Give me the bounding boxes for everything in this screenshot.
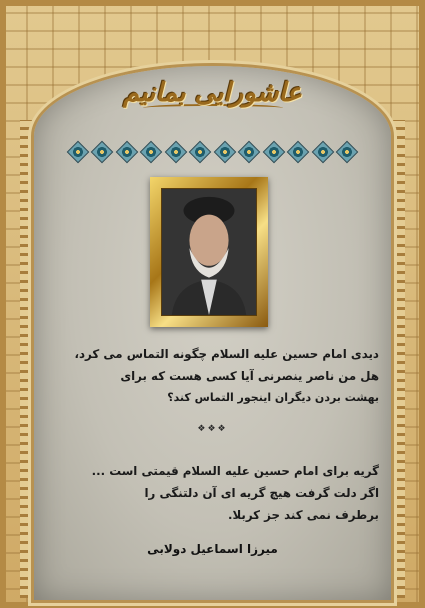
tile-ornament-icon [287,141,310,164]
title-area [0,78,425,112]
tile-ornament-icon [336,141,359,164]
portrait-figure-icon [162,189,256,315]
right-ornamental-column [391,120,405,598]
tile-ornament-icon [189,141,212,164]
quote-1-line-2: هل من ناصر ینصرنی آیا کسی هست که برای [120,369,379,383]
poster-title: عاشورایی بمانیم [123,78,302,108]
tile-ornament-icon [262,141,285,164]
tile-ornament-icon [238,141,261,164]
tile-ornament-icon [67,141,90,164]
quote-2-line-1: گریه برای امام حسین علیه السلام قیمتی است ... [91,464,379,478]
quote-1-line-3: بهشت بردن دیگران اینجور التماس کند؟ [167,391,379,404]
tile-ornament-icon [213,141,236,164]
tile-ornament-icon [311,141,334,164]
quote-1-line-1: دیدی امام حسین علیه السلام چگونه التماس می کرد، [74,347,379,361]
portrait-image [161,188,257,316]
left-ornamental-column [20,120,34,598]
tile-ornament-icon [116,141,139,164]
quote-block-1 [46,343,379,409]
tile-ornament-icon [140,141,163,164]
quote-2-line-2: اگر دلت گرفت هیچ گریه ای آن دلتنگی را [144,486,379,500]
quote-block-2 [46,460,379,526]
section-divider: ❖❖❖ [197,424,228,434]
quote-2-line-3: برطرف نمی کند جز کربلا. [227,508,379,522]
tile-ornament-icon [164,141,187,164]
tile-ornament-icon [91,141,114,164]
portrait-frame [150,177,268,327]
decorative-tile-row [70,142,355,160]
author-signature: میرزا اسماعیل دولابی [147,542,278,556]
